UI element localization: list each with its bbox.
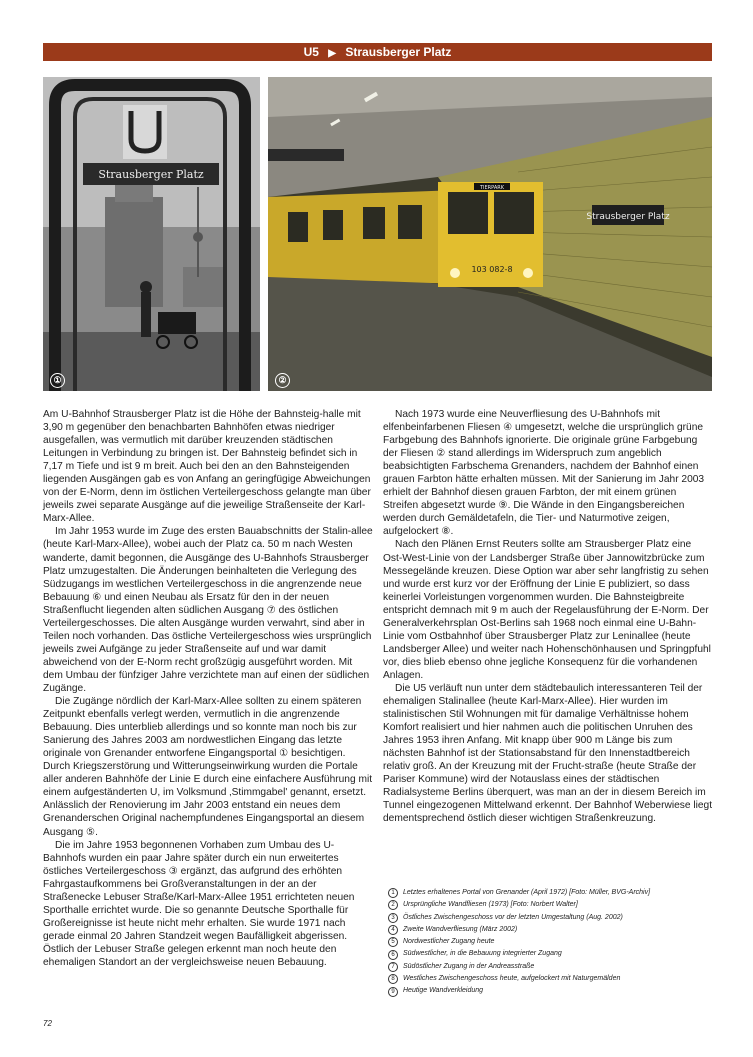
caption-text: Östliches Zwischengeschoss vor der letzten Umgestaltung (Aug. 2002) [403, 913, 623, 921]
caption-item [388, 912, 713, 924]
caption-text: Westliches Zwischengeschoss heute, aufgelockert mit Naturgemälden [403, 975, 621, 983]
caption-text: Heutige Wandverkleidung [403, 987, 484, 995]
portal-sign-text: Strausberger Platz [98, 168, 204, 181]
caption-item [388, 936, 713, 948]
photo-number-badge: ① [50, 373, 65, 388]
caption-item [388, 887, 713, 899]
caption-text: Ursprüngliche Wandfliesen (1973) [Foto: Norbert Walter] [403, 901, 578, 909]
caption-number: 9 [388, 987, 398, 997]
caption-number: 1 [388, 888, 398, 898]
photo-platform-train [268, 77, 712, 391]
caption-text: Letztes erhaltenes Portal von Grenander (April 1972) [Foto: Müller, BVG-Archiv] [403, 889, 651, 896]
caption-item [388, 924, 713, 936]
photo-entrance-portal [43, 77, 260, 391]
caption-number: 5 [388, 937, 398, 947]
portal-illustration [43, 77, 260, 391]
svg-text:TIERPARK: TIERPARK [479, 185, 505, 191]
photo-number-badge: ② [275, 373, 290, 388]
caption-number: 4 [388, 925, 398, 935]
paragraph: Im Jahr 1953 wurde im Zuge des ersten Bauabschnitts der Stalin-allee (heute Karl-Marx-Allee), wobei auch der Platz ca. 50 m nach Westen wanderte, damit begonnen, die Ausgänge des U-Bahnhofs Strausberger Platz umzugestalten. Die Änderungen beinhalteten die Verlegung des Südzugangs im westlichen Verteilergeschoss in die angrenzende neue Bebauung ⑥ und einen Neubau als Ersatz für den in der neuen Straßenflucht liegenden alten südlichen Ausgang ⑦ des östlichen Verteilergeschosses. Die alten Ausgänge wurden verwahrt, sind aber in Teilen noch vorhanden. Das östliche Verteilergeschoss wies ursprünglich jeweils zwei Aufgänge zu jeder Straßenseite auf und war damit abweichend von der E-Norm recht großzügig ausgeführt worden. Mit dem Umbau der fünfziger Jahre verzichtete man auf einen der südlichen Zugänge. [43, 526, 373, 694]
platform-illustration [268, 77, 712, 391]
caption-number: 6 [388, 950, 398, 960]
paragraph: Die im Jahre 1953 begonnenen Vorhaben zum Umbau des U-Bahnhofs wurden ein paar Jahre später durch ein nun erweitertes östliches Verteilergeschoss ③ ergänzt, das aufgrund des erhöhten Fahrgastaufkommens bei Großveranstaltungen in der an der Straßenecke Lebuser Straße/Karl-Marx-Allee 1951 errichteten neuen Sporthalle errichtet wurde. Die so genannte Deutsche Sporthalle für Großereignisse ist heute nicht mehr erhalten. Sie wurde 1971 nach gerade einmal 20 Jahren Standzeit wegen Baufälligkeit abgerissen. Östlich der Lebuser Straße gelegen erkennt man noch heute den ehemaligen Standort an der vergleichsweise neuen Bebauung. [43, 839, 355, 968]
caption-item [388, 961, 713, 973]
caption-number: 7 [388, 962, 398, 972]
paragraph: Nach den Plänen Ernst Reuters sollte am Strausberger Platz eine Ost-West-Linie von der Landsberger Straße über Jannowitzbrücke zum Messegelände kreuzen. Diese Option war aber sehr langfristig zu sehen und wurde erst kurz vor der Eröffnung der Linie E publiziert, so dass keinerlei Vorleistungen vorgenommen wurden. Die Bahnsteigbreite entspricht demnach mit 9 m auch der Regelausführung der E-Norm. Der Generalverkehrsplan Ost-Berlins sah 1968 noch einmal eine U-Bahn-Linie vom Ostbahnhof über Strausberger Platz zur Leninallee (heute Landsberger Allee) und weiter nach Hohenschönhausen und Springpfuhl vor, dies blieb ebenso ohne jegliche Konsequenz für die vorhandenen Anlagen. [383, 539, 711, 681]
caption-text: Zweite Wandverfliesung (März 2002) [403, 925, 518, 933]
page-number: 72 [43, 1019, 52, 1028]
caption-item [388, 985, 713, 997]
caption-number: 2 [388, 900, 398, 910]
text-column-left [43, 408, 373, 969]
caption-text: Nordwestlicher Zugang heute [403, 938, 495, 946]
paragraph: Die U5 verläuft nun unter dem städtebaulich interessanteren Teil der ehemaligen Stalinallee (heute Karl-Marx-Allee). Hier wurden im stalinistischen Stil Wohnungen mit für damalige Verhältnisse hohem Komfort realisiert und hier nahmen auch die politischen Unruhen des Jahres 1953 ihren Anfang. Mit knapp über 900 m Länge bis zum nächsten Bahnhof ist der Stationsabstand für den Innenstadtbereich relativ groß. An der Kreuzung mit der Frucht-straße (heute Straße der Pariser Kommune) wird der Notauslass eines der städtischen Radialsysteme Berlins überquert, was man an der in diesem Bereich im Tunnel eingezogenen Mittelwand erkennt. Der Bahnhof Weberwiese liegt dementsprechend östlich dieser wichtigen Straßenkreuzung. [383, 682, 713, 825]
paragraph: Nach 1973 wurde eine Neuverfliesung des U-Bahnhofs mit elfenbeinfarbenen Fliesen ④ umgesetzt, welche die ursprünglich grüne Farbgebung des Bahnhofs ignorierte. Die originale grüne Farbgebung der Fliesen ② stand allerdings im Widerspruch zum angeblich beabsichtigten Farbschema Grenanders, nachdem der Bahnhof einen grauen Farbton hätte erhalten müssen. Mit der Sanierung im Jahr 2003 erhielt der Bahnhof diesen grauen Farbton, der mit einem grünen Streifen abgesetzt wurde ⑨. Die Wände in den Eingangsbereichen werden durch Gemäldetafeln, die Tier- und Naturmotive zeigen, aufgelockert ⑧. [383, 409, 705, 538]
caption-text: Südwestlicher, in die Bebauung integrierter Zugang [403, 950, 562, 958]
paragraph: Die Zugänge nördlich der Karl-Marx-Allee sollten zu einem späteren Zeitpunkt ebenfalls verlegt werden, vermutlich in die angrenzende Bebauung. Dies unterblieb allerdings und so konnte man noch bis zur Sanierung des Jahres 2003 am nordwestlichen Eingang das letzte originale von Grenander entworfene Eingangsportal ① besichtigen. Durch Kriegszerstörung und Witterungseinwirkung wurden die Portale aller anderen Bahnhöfe der Linie E durch eine einfachere Ausführung mit einem aufgeständerten U, im Volksmund ‚Stimmgabel' genannt, ersetzt. Anlässlich der Renovierung im Jahr 2003 entstand ein neues dem Grenanderschen Original nachempfundenes Eingangsportal an diesem Ausgang ⑤. [43, 696, 373, 838]
train-number: 103 082-8 [471, 265, 513, 274]
caption-number: 3 [388, 913, 398, 923]
caption-number: 8 [388, 974, 398, 984]
platform-sign-text: Strausberger Platz [586, 212, 670, 222]
photo-captions [388, 887, 713, 998]
chapter-header [43, 43, 712, 61]
caption-item [388, 899, 713, 911]
play-arrow-icon: ▶ [328, 48, 336, 59]
caption-item [388, 948, 713, 960]
paragraph: Am U-Bahnhof Strausberger Platz ist die Höhe der Bahnsteig-halle mit 3,90 m gegenüber den benachbarten Bahnhöfen etwas niedriger ausgefallen, was vermutlich mit darüber kreuzenden städtischen Leitungen in Verbindung zu bringen ist. Der Bahnsteig befindet sich in 7,17 m Tiefe und ist 9 m breit. Auch bei den an den Bahnsteigenden liegenden Ausgängen gab es von Anfang an geringfügige Abweichungen von der E-Norm, denn im östlichen Verteilergeschoss gelangte man über jeweils zwei separate Ausgänge auf die jeweilige Straßenseite der Karl-Marx-Allee. [43, 409, 371, 525]
line-label: U5 [303, 45, 319, 59]
caption-item [388, 973, 713, 985]
caption-text: Südöstlicher Zugang in der Andreasstraße [403, 962, 535, 970]
text-column-right [383, 408, 713, 826]
station-label: Strausberger Platz [345, 45, 452, 59]
